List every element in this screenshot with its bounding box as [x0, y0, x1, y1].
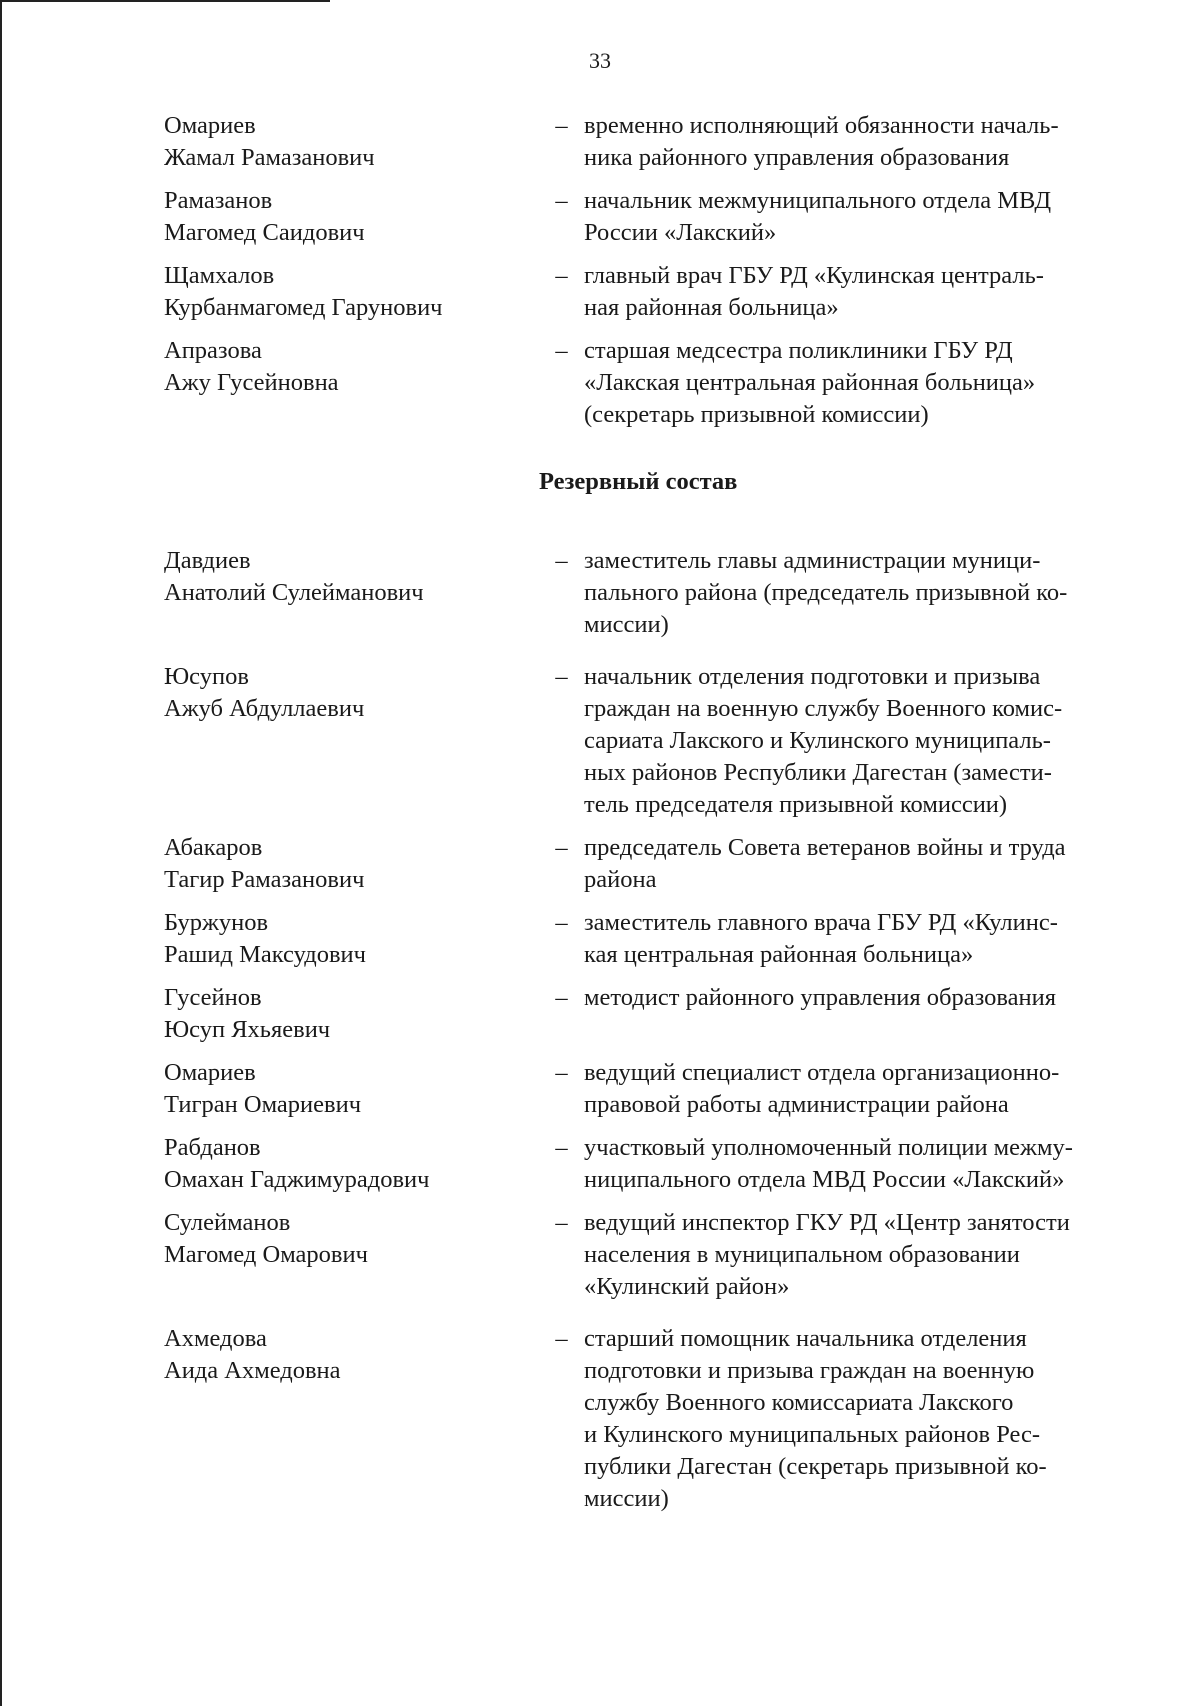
section-heading-reserve: Резервный состав	[539, 468, 738, 495]
member-name: Давдиев Анатолий Сулейманович	[164, 547, 424, 606]
member-role: старшая медсестра поликлиники ГБУ РД «Лакская центральная районная больница» (секретарь призывной комиссии)	[584, 337, 1036, 428]
dash-separator: –	[555, 1134, 568, 1161]
dash-separator: –	[555, 187, 568, 214]
member-role: ведущий специалист отдела организационно- правовой работы администрации района	[584, 1059, 1060, 1118]
member-name: Омариев Тигран Омариевич	[164, 1059, 362, 1118]
dash-separator: –	[555, 663, 568, 690]
dash-separator: –	[555, 909, 568, 936]
dash-separator: –	[555, 337, 568, 364]
member-name: Ахмедова Аида Ахмедовна	[164, 1325, 341, 1384]
member-role: участковый уполномоченный полиции межму- ниципального отдела МВД России «Лакский»	[584, 1134, 1073, 1193]
member-name: Буржунов Рашид Максудович	[164, 909, 366, 968]
member-row	[164, 982, 1138, 1046]
dash-separator: –	[555, 984, 568, 1011]
member-row	[164, 1057, 1138, 1121]
scan-edge-top	[0, 0, 330, 2]
member-name: Абакаров Тагир Рамазанович	[164, 834, 365, 893]
member-role: временно исполняющий обязанности началь- ника районного управления образования	[584, 112, 1059, 171]
member-role: старший помощник начальника отделения подготовки и призыва граждан на военную службу Военного комиссариата Лакского и Кулинского муниципальных районов Рес- публики Дагестан (секретарь призывной ко- миссии)	[584, 1325, 1047, 1512]
member-row	[164, 1132, 1138, 1196]
member-name: Рамазанов Магомед Саидович	[164, 187, 365, 246]
member-row	[164, 260, 1138, 324]
member-role: начальник межмуниципального отдела МВД России «Лакский»	[584, 187, 1052, 246]
scan-edge-left	[0, 0, 2, 1706]
page-number: 33	[589, 48, 611, 73]
member-row	[164, 185, 1138, 249]
dash-separator: –	[555, 547, 568, 574]
member-role: ведущий инспектор ГКУ РД «Центр занятости населения в муниципальном образовании «Кулинский район»	[584, 1209, 1070, 1300]
dash-separator: –	[555, 262, 568, 289]
member-name: Щамхалов Курбанмагомед Гарунович	[164, 262, 443, 321]
dash-separator: –	[555, 1059, 568, 1086]
member-role: главный врач ГБУ РД «Кулинская централь- ная районная больница»	[584, 262, 1044, 321]
member-role: методист районного управления образования	[584, 984, 1057, 1011]
member-name: Омариев Жамал Рамазанович	[164, 112, 375, 171]
member-role: заместитель главного врача ГБУ РД «Кулинс- кая центральная районная больница»	[584, 909, 1058, 968]
dash-separator: –	[555, 112, 568, 139]
member-name: Сулейманов Магомед Омарович	[164, 1209, 368, 1268]
member-role: председатель Совета ветеранов войны и труда района	[584, 834, 1066, 893]
member-row	[164, 907, 1138, 971]
member-row	[164, 335, 1138, 431]
dash-separator: –	[555, 1209, 568, 1236]
member-row	[164, 110, 1138, 174]
member-row	[164, 661, 1138, 821]
member-row	[164, 545, 1138, 641]
member-name: Юсупов Ажуб Абдуллаевич	[164, 663, 365, 722]
dash-separator: –	[555, 834, 568, 861]
dash-separator: –	[555, 1325, 568, 1352]
member-row	[164, 1323, 1138, 1515]
member-row	[164, 832, 1138, 896]
member-name: Гусейнов Юсуп Яхьяевич	[164, 984, 331, 1043]
document-body	[164, 110, 1138, 1515]
member-role: начальник отделения подготовки и призыва граждан на военную службу Военного комис- сариата Лакского и Кулинского муниципаль- ных районов Республики Дагестан (замести- тель председателя призывной комиссии)	[584, 663, 1063, 818]
member-role: заместитель главы администрации муници- пального района (председатель призывной ко- миссии)	[584, 547, 1068, 638]
member-name: Рабданов Омахан Гаджимурадович	[164, 1134, 430, 1193]
member-row	[164, 1207, 1138, 1303]
member-name: Апразова Ажу Гусейновна	[164, 337, 339, 396]
